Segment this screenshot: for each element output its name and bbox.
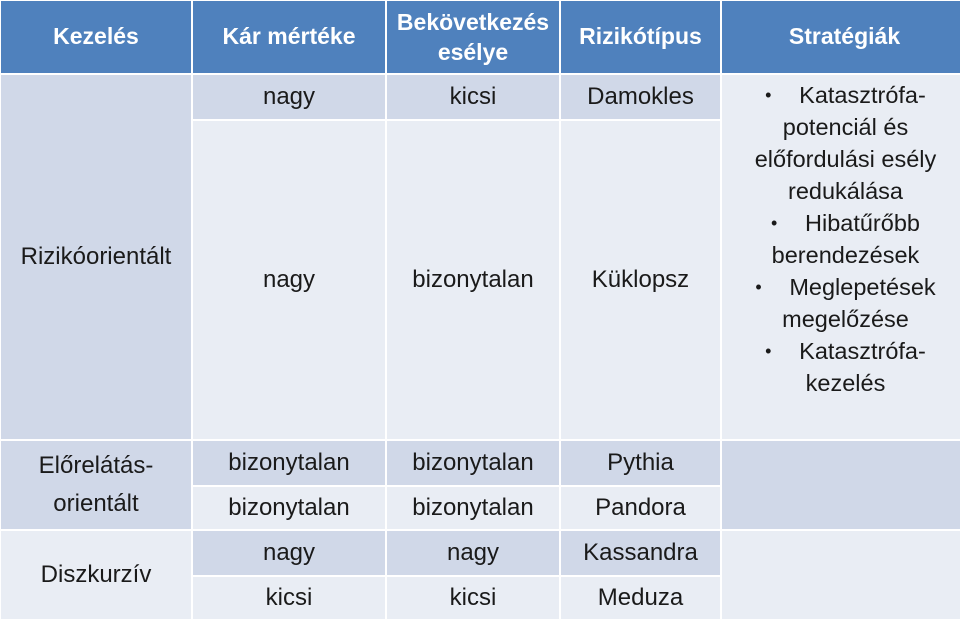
cell-pythia-damage: bizonytalan (193, 441, 385, 485)
group-elorelatas-orientalt (1, 441, 191, 529)
cell-kassandra-type: Kassandra (561, 531, 720, 575)
header-kezeles: Kezelés (1, 1, 191, 73)
strategy-item (755, 335, 937, 399)
cell-pythia-type: Pythia (561, 441, 720, 485)
cell-damokles-probability: kicsi (387, 75, 559, 119)
strategy-text: redukálása (788, 178, 903, 204)
strategy-item (755, 79, 937, 207)
cell-damokles-damage: nagy (193, 75, 385, 119)
strategy-text: Meglepetések (789, 274, 936, 300)
strategy-item (755, 207, 937, 271)
header-rizikotipus: Rizikótípus (561, 1, 720, 73)
strategy-text: előfordulási esély (754, 146, 937, 172)
cell-kuklopsz-type: Küklopsz (561, 121, 720, 439)
strategy-text: berendezések (771, 242, 920, 268)
bullet-icon: • (755, 277, 762, 297)
header-strategiak: Stratégiák (722, 1, 960, 73)
group-rizikoorientalt: Rizikóorientált (1, 75, 191, 439)
header-kar-merteke: Kár mértéke (193, 1, 385, 73)
cell-pandora-type: Pandora (561, 487, 720, 529)
group-diszkurziv: Diszkurzív (1, 531, 191, 619)
strategy-text: Katasztrófa- (799, 82, 926, 108)
strategies-list (745, 79, 945, 399)
header-bekovetkezes-line2: esélye (437, 39, 509, 65)
bullet-icon: • (765, 85, 772, 105)
cell-kassandra-probability: nagy (387, 531, 559, 575)
cell-kassandra-damage: nagy (193, 531, 385, 575)
strategies-empty-2 (722, 531, 960, 619)
cell-pandora-probability: bizonytalan (387, 487, 559, 529)
header-bekovetkezes-eselye (387, 1, 559, 73)
strategy-text: kezelés (805, 370, 886, 396)
cell-damokles-type: Damokles (561, 75, 720, 119)
cell-meduza-probability: kicsi (387, 577, 559, 619)
strategies-empty-1 (722, 441, 960, 529)
cell-meduza-damage: kicsi (193, 577, 385, 619)
cell-pythia-probability: bizonytalan (387, 441, 559, 485)
strategy-text: Hibatűrőbb (805, 210, 920, 236)
group-elorelatas-line2: orientált (53, 490, 139, 517)
strategy-text: potenciál és (782, 114, 909, 140)
strategy-text: Katasztrófa- (799, 338, 926, 364)
bullet-icon: • (765, 341, 772, 361)
header-bekovetkezes-line1: Bekövetkezés (396, 9, 550, 35)
bullet-icon: • (771, 213, 778, 233)
cell-pandora-damage: bizonytalan (193, 487, 385, 529)
strategies-cell (722, 75, 960, 439)
strategy-text: megelőzése (782, 306, 909, 332)
cell-kuklopsz-probability: bizonytalan (387, 121, 559, 439)
cell-kuklopsz-damage: nagy (193, 121, 385, 439)
group-elorelatas-line1: Előrelátás- (38, 452, 154, 479)
strategy-item (755, 271, 937, 335)
cell-meduza-type: Meduza (561, 577, 720, 619)
